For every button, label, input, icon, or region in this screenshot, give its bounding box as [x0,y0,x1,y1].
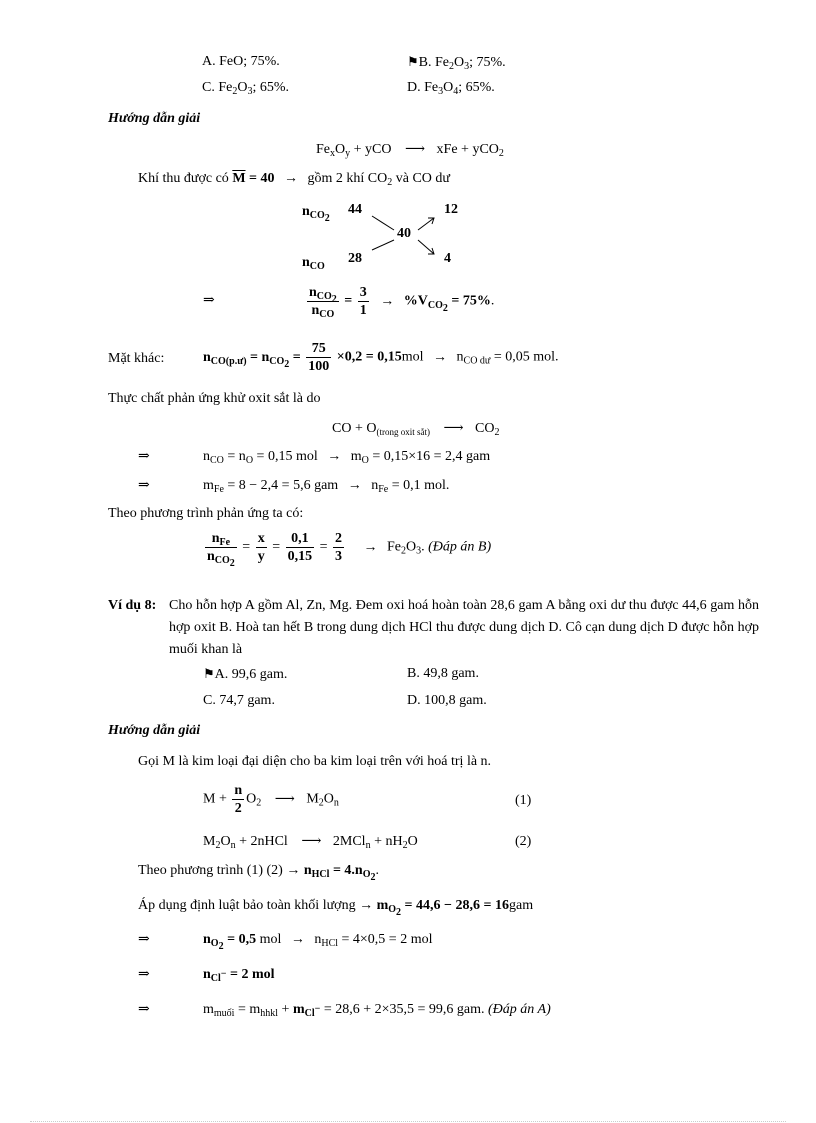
eq1: M + $\frac{n}{2}$ $O_2$ ⟶ $M_2O_n$ [203,783,339,816]
guide2-heading: Hướng dẫn giải [108,723,201,738]
final-ratio: $\frac{n_{Fe}}{n_{CO_2}}$ = $\frac{x}{y}$ = $\frac{0,1}{0,15}$ = $\frac{2}{3}$ → $Fe_2O_3$. (Đáp án B) [207,531,492,569]
other-eq: $n_{CO(p.ư)} = n_{CO_2}$ = $\frac{75}{100}$ $\times 0,2 = 0,15mol \to n_{CO dư} = 0,05$ mol. [203,341,559,374]
answer-c: C. $Fe_2O_3$; 65%. [202,80,290,97]
example8-text: Cho hỗn hợp A gồm Al, Zn, Mg. Đem oxi hoá hoàn toàn 28,6 gam A bằng oxi dư thu được 44,6 gam hỗn hợp oxit B. Hoà tan hết B trong dung dịch HCl thu được dung dịch D. Cô cạn dung dịch D được hỗn hợp muối khan là [169,598,759,657]
cross-bot-right: 4 [444,251,451,266]
step2: $m_{Fe} = 8 - 2,4 = 5,6$ gam → $n_{Fe} = 0,1$ mol. [203,478,450,495]
guide1-heading: Hướng dẫn giải [108,111,201,126]
implies-1: ⇒ [203,293,215,308]
cross-lines [368,210,438,260]
implies-4: ⇒ [138,932,150,947]
implies-2: ⇒ [138,449,150,464]
ex8-answer-b: B. 49,8 gam. [407,666,479,681]
cross-mid: 40 [397,226,411,241]
theo-text: Theo phương trình phản ứng ta có: [108,506,304,521]
cross-top-right: 12 [444,202,458,217]
gas-text: Khí thu được có $\overline{M} = 40$ → gồm 2 khí $CO_2$ và CO dư [138,171,450,188]
example8-label: Ví dụ 8: [108,598,157,613]
step1: $n_{CO} = n_O = 0,15$ mol → $m_O = 0,15\times 16 = 2,4$ gam [203,449,491,466]
cross-bot-left: 28 [348,251,362,266]
essence-eq: CO + $O_{(trong oxit sắt)}$ ⟶ $CO_2$ [332,421,500,438]
ex8-answer-d: D. 100,8 gam. [407,693,487,708]
page-divider [30,1121,786,1122]
s3-line: $m_{muối} = m_{hhkl} + m_{Cl^-} = 28,6 + 2\times 35,5 = 99,6$ gam. (Đáp án A) [203,1002,551,1019]
implies-3: ⇒ [138,478,150,493]
answer-b: ⚑B. $Fe_2O_3$; 75%. [407,54,506,72]
reaction-equation: $Fe_xO_y$ + yCO ⟶ xFe + yCO$_2$ [316,142,504,159]
eq1-num: (1) [515,793,532,808]
implies-5: ⇒ [138,967,150,982]
cross-top-left: 44 [348,202,362,217]
other-label: Mặt khác: [108,351,165,366]
eq2: $M_2O_n$ + 2nHCl ⟶ $2MCl_n + nH_2O$ [203,834,418,851]
eq2-num: (2) [515,834,532,849]
implies-6: ⇒ [138,1002,150,1017]
ratio-eq: $\frac{n_{CO_2}}{n_{CO}}$ = $\frac{3}{1}$ → $\%V_{CO_2} = 75\%$. [309,285,495,320]
answer-d: D. $Fe_3O_4$; 65%. [407,80,495,97]
essence-text: Thực chất phản ứng khử oxit sắt là do [108,391,321,406]
s2-line: $n_{Cl^-} = 2$ mol [203,967,275,984]
conserve-line: Áp dụng định luật bảo toàn khối lượng → $m_{O_2} = 44,6 - 28,6 = 16gam$ [138,898,534,918]
flag-icon: ⚑ [407,54,419,69]
s1-line: $n_{O_2} = 0,5$ mol → $n_{HCl} = 4\times 0,5 = 2$ mol [203,932,433,952]
theo-line: Theo phương trình (1) $(2) \to n_{HCl} = 4.n_{O_2}$. [138,863,379,883]
ex8-answer-c: C. 74,7 gam. [203,693,275,708]
n-co-label: $n_{CO}$ [302,255,325,272]
ex8-answer-a: ⚑A. 99,6 gam. [203,666,288,682]
flag-icon: ⚑ [203,666,215,681]
answer-a: A. FeO; 75%. [202,54,280,69]
n-co2-label: $n_{CO_2}$ [302,204,330,224]
guide2-intro: Gọi M là kim loại đại diện cho ba kim loại trên với hoá trị là n. [138,754,492,769]
